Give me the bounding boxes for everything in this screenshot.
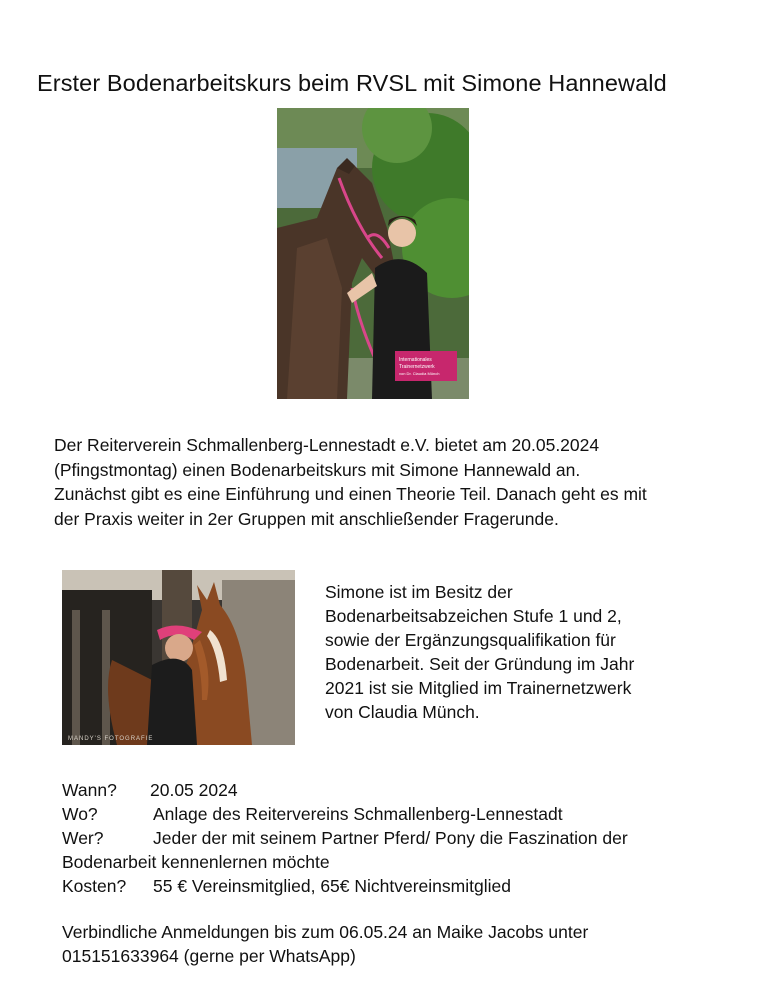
intro-paragraph [54,433,744,531]
detail-kosten [62,874,752,898]
bio-line: sowie der Ergänzungsqualifikation für [325,630,616,650]
wann-value: 20.05 2024 [150,780,238,800]
stable-horse-photo [62,570,295,745]
wann-label: Wann? [62,780,117,800]
kosten-label: Kosten? [62,876,127,896]
bio-line: 2021 ist sie Mitglied im Trainernetzwerk [325,678,632,698]
detail-wo [62,802,752,826]
intro-line: (Pfingstmontag) einen Bodenarbeitskurs mit Simone Hannewald an. [54,459,581,480]
wer-label: Wer? [62,828,104,848]
photo-watermark: MANDY'S FOTOGRAFIE [68,736,154,742]
trainer-bio [325,580,745,724]
bio-line: Simone ist im Besitz der [325,582,513,602]
intro-line: Zunächst gibt es eine Einführung und einen Theorie Teil. Danach geht es mit [54,484,647,504]
wo-label: Wo? [62,804,98,824]
page-title: Erster Bodenarbeitskurs beim RVSL mit Simone Hannewald [37,70,667,96]
registration-info [62,920,752,968]
intro-line: der Praxis weiter in 2er Gruppen mit anschließender Fragerunde. [54,508,559,529]
badge-line-3: von Dr. Claudia Münch [399,371,440,376]
bio-line: Bodenarbeit. Seit der Gründung im Jahr [325,654,635,674]
trainer-horse-photo [277,108,469,399]
detail-wer-continued: Bodenarbeit kennenlernen möchte [62,852,330,872]
registration-line: Verbindliche Anmeldungen bis zum 06.05.24 an Maike Jacobs unter [62,922,589,942]
badge-line-1: Internationales [399,357,432,363]
intro-line: Der Reiterverein Schmallenberg-Lennestadt e.V. bietet am 20.05.2024 [54,435,600,455]
bio-line: Bodenarbeitsabzeichen Stufe 1 und 2, [325,606,622,626]
detail-wer [62,826,752,850]
badge-line-2: Trainernetzwerk [399,364,435,370]
bio-line: von Claudia Münch. [325,702,480,722]
kosten-value: 55 € Vereinsmitglied, 65€ Nichtvereinsmitglied [153,876,511,896]
stable-horse-illustration [62,570,295,745]
trainer-horse-illustration [277,108,469,399]
detail-wann [62,778,752,802]
registration-line: 015151633964 (gerne per WhatsApp) [62,946,356,966]
wo-value: Anlage des Reitervereins Schmallenberg-Lennestadt [153,804,563,824]
event-details [62,778,752,898]
wer-value: Jeder der mit seinem Partner Pferd/ Pony die Faszination der [153,828,628,848]
